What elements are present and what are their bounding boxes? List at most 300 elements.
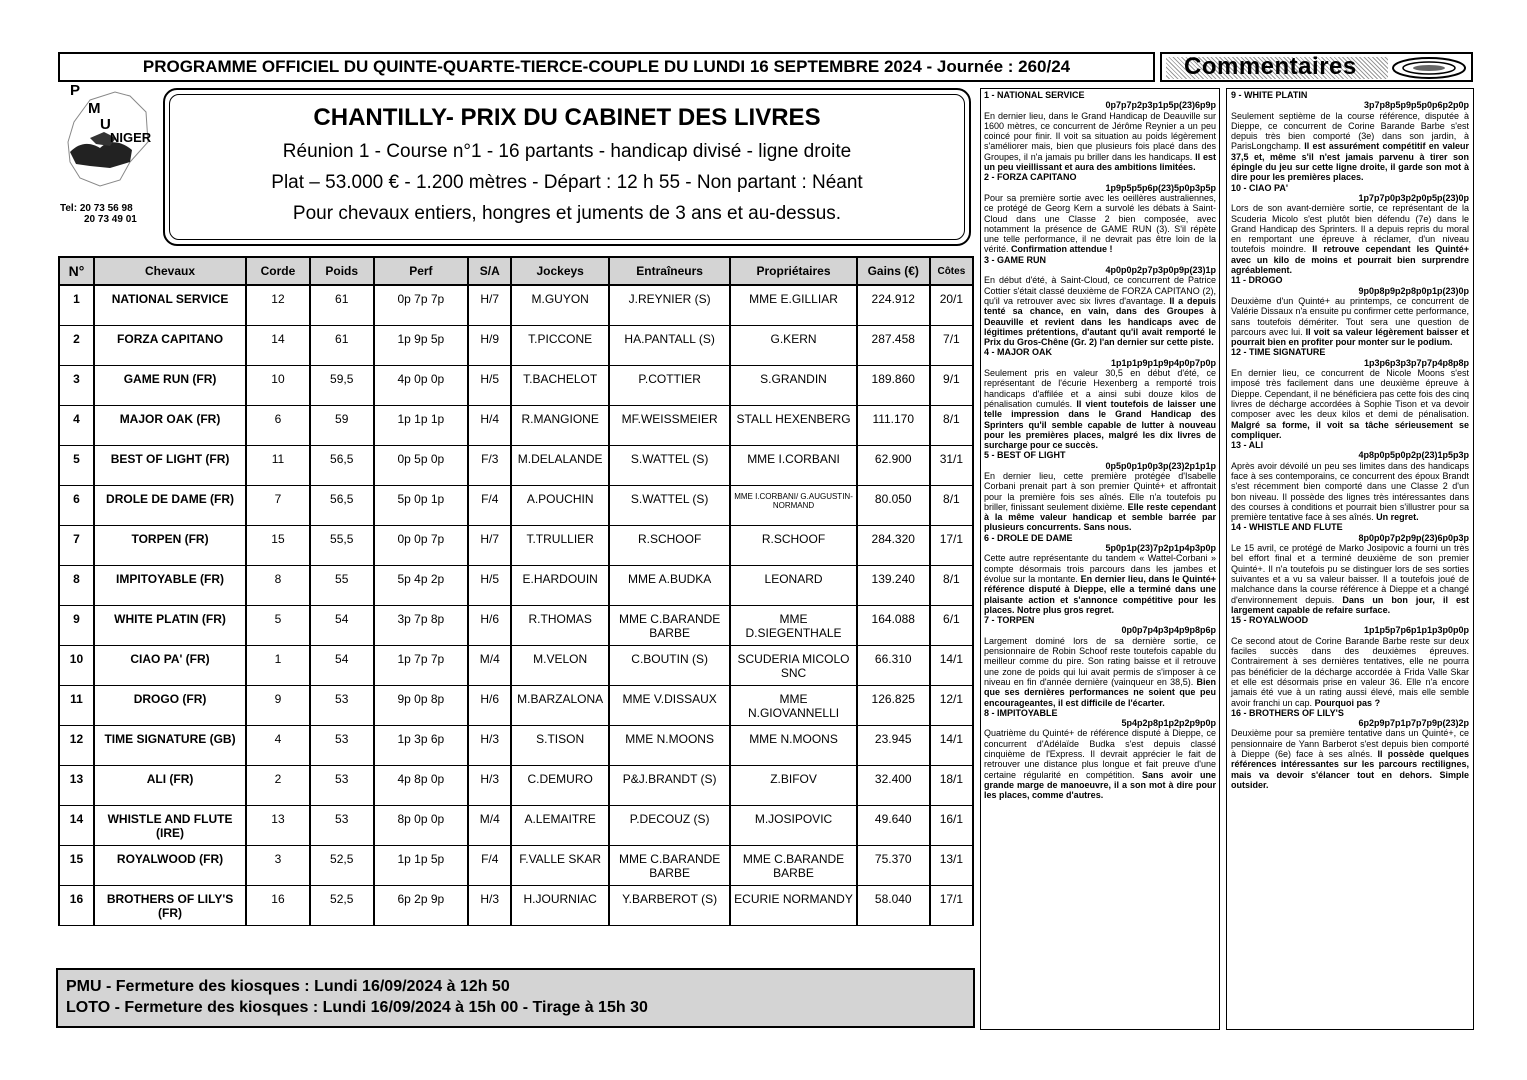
table-cell: R.MANGIONE <box>511 406 609 446</box>
table-cell: 8 <box>246 566 310 606</box>
runner-number: 16 <box>59 886 94 926</box>
horse-name: DROGO (FR) <box>94 686 246 726</box>
column-header: Poids <box>310 257 374 285</box>
comment-body <box>1231 203 1469 275</box>
table-cell: C.BOUTIN (S) <box>609 646 730 686</box>
comments-title: Commentaires <box>1184 53 1357 80</box>
table-cell: 126.825 <box>857 686 930 726</box>
table-cell: H/6 <box>468 686 511 726</box>
table-cell: A.LEMAITRE <box>511 806 609 846</box>
table-cell: 61 <box>310 326 374 366</box>
table-cell: 5 <box>246 606 310 646</box>
table-row <box>59 486 973 526</box>
comment-text: Pour sa première sortie avec les oeillères australiennes, ce protégé de Georg Kern a survolé les débats à Saint-Cloud dans une Classe 2 bien composée, avec notamment la présence de GAME RUN (3). S'il répète une telle performance, il ne devrait pas être loin de la vérité. <box>984 192 1216 255</box>
comment-verdict: Bien que ses dernières performances ne soient que peu encourageantes, il est difficile de l'écarter. <box>984 676 1216 708</box>
table-cell: 56,5 <box>310 446 374 486</box>
program-title: PROGRAMME OFFICIEL DU QUINTE-QUARTE-TIERCE-COUPLE DU LUNDI 16 SEPTEMBRE 2024 - Journée : 260/24 <box>142 57 1071 76</box>
horse-name: MAJOR OAK (FR) <box>94 406 246 446</box>
logo-letter-m: M <box>88 100 101 117</box>
table-cell: M.DELALANDE <box>511 446 609 486</box>
table-row <box>59 806 973 846</box>
race-title: CHANTILLY- PRIX DU CABINET DES LIVRES <box>313 104 821 131</box>
table-cell: 5p 4p 2p <box>374 566 469 606</box>
table-row <box>59 686 973 726</box>
horse-name: ALI (FR) <box>94 766 246 806</box>
runner-number: 13 <box>59 766 94 806</box>
table-row <box>59 766 973 806</box>
logo-letter-u: U <box>100 116 111 133</box>
comment-performances: 5p0p1p(23)7p2p1p4p3p0p <box>1105 543 1216 554</box>
table-cell: 6/1 <box>930 606 973 646</box>
comment-body <box>1231 111 1469 183</box>
table-cell: H/9 <box>468 326 511 366</box>
table-cell: 49.640 <box>857 806 930 846</box>
horse-name: FORZA CAPITANO <box>94 326 246 366</box>
comment-body <box>1231 636 1469 708</box>
column-header: Corde <box>246 257 310 285</box>
comment-body <box>984 553 1216 615</box>
runner-number: 6 <box>59 486 94 526</box>
column-header: Côtes <box>930 257 973 285</box>
comment-entry <box>1231 90 1469 183</box>
runner-number: 14 <box>59 806 94 846</box>
table-cell: 53 <box>310 806 374 846</box>
loto-closing: LOTO - Fermeture des kiosques : Lundi 16/09/2024 à 15h 00 - Tirage à 15h 30 <box>66 999 648 1016</box>
race-line-1: Réunion 1 - Course n°1 - 16 partants - handicap divisé - ligne droite <box>282 141 852 162</box>
comment-entry <box>1231 708 1469 790</box>
column-header: Jockeys <box>511 257 609 285</box>
table-cell: 9 <box>246 686 310 726</box>
comment-body <box>984 636 1216 708</box>
table-cell: H/5 <box>468 366 511 406</box>
table-cell: F/4 <box>468 846 511 886</box>
table-cell: MME A.BUDKA <box>609 566 730 606</box>
table-cell: 54 <box>310 646 374 686</box>
table-cell: 56,5 <box>310 486 374 526</box>
program-title-bar <box>58 52 1155 82</box>
horse-name: ROYALWOOD (FR) <box>94 846 246 886</box>
table-cell: G.KERN <box>730 326 856 366</box>
comment-performances: 1p1p5p7p6p1p1p3p0p0p <box>1363 625 1469 636</box>
table-cell: H/3 <box>468 886 511 926</box>
table-cell: ECURIE NORMANDY <box>730 886 856 926</box>
table-cell: 4 <box>246 726 310 766</box>
comment-entry <box>984 708 1216 801</box>
comment-text: En dernier lieu, dans le Grand Handicap de Deauville sur 1600 mètres, ce concurrent de Jérôme Reynier a un peu coincé pour finir. Il voit sa situation au poids légèrement s'améliorer mais, bien que plusieurs fois placé dans des Groupes, il n'a jamais pu briller dans les handicaps. <box>984 110 1216 162</box>
comment-entry <box>984 172 1216 254</box>
horse-name: WHISTLE AND FLUTE (IRE) <box>94 806 246 846</box>
horse-name: BROTHERS OF LILY'S (FR) <box>94 886 246 926</box>
comment-entry <box>984 533 1216 615</box>
comment-performances: 9p0p8p9p2p8p0p1p(23)0p <box>1358 285 1469 296</box>
comment-heading: 7 - TORPEN <box>984 615 1035 626</box>
runner-number: 5 <box>59 446 94 486</box>
comment-entry <box>984 255 1216 348</box>
table-cell: 31/1 <box>930 446 973 486</box>
logo-letter-p: P <box>70 82 81 99</box>
comment-verdict: Malgré sa forme, il voit sa tâche sérieusement se compliquer. <box>1231 419 1469 440</box>
comment-verdict: Elle reste cependant à la même valeur handicap et semble barrée par plusieurs concurrents. Sans nous. <box>984 501 1216 533</box>
table-cell: 2 <box>246 766 310 806</box>
table-cell: 8/1 <box>930 566 973 606</box>
table-cell: 1p 1p 1p <box>374 406 469 446</box>
table-cell: 111.170 <box>857 406 930 446</box>
horse-name: IMPITOYABLE (FR) <box>94 566 246 606</box>
comment-performances: 3p7p8p5p9p5p0p6p2p0p <box>1363 100 1469 111</box>
table-cell: 12 <box>246 285 310 326</box>
horse-name: CIAO PA' (FR) <box>94 646 246 686</box>
table-cell: P&J.BRANDT (S) <box>609 766 730 806</box>
horse-track-icon <box>1389 56 1469 80</box>
table-cell: HA.PANTALL (S) <box>609 326 730 366</box>
table-cell: M.JOSIPOVIC <box>730 806 856 846</box>
comment-body <box>1231 296 1469 347</box>
table-row <box>59 846 973 886</box>
horse-name: GAME RUN (FR) <box>94 366 246 406</box>
comment-entry <box>1231 275 1469 347</box>
comment-performances: 4p8p0p5p0p2p(23)1p5p3p <box>1358 450 1469 461</box>
table-cell: 54 <box>310 606 374 646</box>
table-cell: 62.900 <box>857 446 930 486</box>
table-cell: 7 <box>246 486 310 526</box>
table-row <box>59 726 973 766</box>
table-cell: 14/1 <box>930 646 973 686</box>
comment-heading: 16 - BROTHERS OF LILY'S <box>1231 707 1344 718</box>
comments-header <box>1160 52 1473 82</box>
table-cell: 1p 3p 6p <box>374 726 469 766</box>
table-cell: 23.945 <box>857 726 930 766</box>
table-cell: 0p 7p 7p <box>374 285 469 326</box>
table-cell: MME I.CORBANI <box>730 446 856 486</box>
table-cell: 59,5 <box>310 366 374 406</box>
table-cell: MME V.DISSAUX <box>609 686 730 726</box>
comment-entry <box>1231 615 1469 708</box>
horse-name: WHITE PLATIN (FR) <box>94 606 246 646</box>
column-header: N° <box>59 257 94 285</box>
comment-heading: 10 - CIAO PA' <box>1231 182 1288 193</box>
table-row <box>59 886 973 926</box>
runner-number: 15 <box>59 846 94 886</box>
table-cell: 53 <box>310 766 374 806</box>
comment-text: En début d'été, à Saint-Cloud, ce concurrent de Patrice Cottier s'était classé deuxième de FORZA CAPITANO (2), qu'il va retrouver avec six livres d'avantage. <box>984 275 1216 306</box>
comment-text: En dernier lieu, cette première protégée d'Isabelle Corbani prenait part à son premier Quinté+ et affrontait pour la première fois ses aînés. Elle n'a toutefois pu briller, finissant seulement dixième. <box>984 470 1216 512</box>
comment-heading: 12 - TIME SIGNATURE <box>1231 347 1326 358</box>
table-cell: MF.WEISSMEIER <box>609 406 730 446</box>
table-cell: T.BACHELOT <box>511 366 609 406</box>
table-body <box>59 285 973 926</box>
closing-times-box <box>56 968 975 1028</box>
runner-number: 1 <box>59 285 94 326</box>
table-cell: S.WATTEL (S) <box>609 446 730 486</box>
table-row <box>59 326 973 366</box>
comment-performances: 1p7p7p0p3p2p0p5p(23)0p <box>1358 192 1469 203</box>
table-cell: MME C.BARANDE BARBE <box>730 846 856 886</box>
comment-performances: 0p7p7p2p3p1p5p(23)6p9p <box>1105 100 1216 111</box>
runner-number: 9 <box>59 606 94 646</box>
comments-column-1 <box>980 88 1220 1030</box>
table-cell: 4p 8p 0p <box>374 766 469 806</box>
runner-number: 11 <box>59 686 94 726</box>
comment-entry <box>984 347 1216 450</box>
table-cell: F/3 <box>468 446 511 486</box>
table-cell: 139.240 <box>857 566 930 606</box>
logo-country: NIGER <box>110 130 152 145</box>
race-info-inner-border <box>169 94 965 240</box>
table-row <box>59 366 973 406</box>
table-cell: 13/1 <box>930 846 973 886</box>
table-cell: 284.320 <box>857 526 930 566</box>
comment-text: Quatrième du Quinté+ de référence disputé à Dieppe, ce concurrent d'Adélaïde Budka s'est depuis classé cinquième de l'Express. Il devrait apprécier le fait de retrouver une distance plus longue et fait preuve d'une certaine régularité en compétition. <box>984 728 1216 780</box>
table-cell: M.VELON <box>511 646 609 686</box>
table-row <box>59 566 973 606</box>
table-cell: A.POUCHIN <box>511 486 609 526</box>
comment-body <box>1231 368 1469 440</box>
table-cell: 52,5 <box>310 886 374 926</box>
table-cell: H/6 <box>468 606 511 646</box>
comment-verdict: En dernier lieu, dans le Quinté+ référence disputé à Dieppe, elle a terminé dans une plaisante action et s'annonce compétitive pour les places. Notre plus gros regret. <box>984 573 1216 615</box>
comment-performances: 8p0p0p7p2p9p(23)6p0p3p <box>1358 532 1469 543</box>
table-cell: 8/1 <box>930 406 973 446</box>
comment-text: Largement dominé lors de sa dernière sortie, ce pensionnaire de Robin Schoof reste toutefois capable du meilleur comme du pire. Son rating baisse et il retrouve une zone de poids qui lui avait permis de s'imposer à ce niveau en fin d'année dernière (vainqueur en 38,5). <box>984 635 1216 687</box>
comment-body <box>984 471 1216 533</box>
comment-text: En dernier lieu, ce concurrent de Nicole Moons s'est imposé très facilement dans une deuxième épreuve à Dieppe. Cependant, il ne bénéficiera pas cette fois des cinq livres de décharge accordées à Sophie Tison et va devoir composer avec les deux kilos et demi de pénalisation. <box>1231 368 1469 420</box>
comment-entry <box>1231 440 1469 522</box>
runner-number: 7 <box>59 526 94 566</box>
table-cell: 53 <box>310 686 374 726</box>
table-cell: Z.BIFOV <box>730 766 856 806</box>
table-cell: 80.050 <box>857 486 930 526</box>
column-header: S/A <box>468 257 511 285</box>
comment-verdict: Il vient toutefois de laisser une telle impression dans le Grand Handicap des Sprinters qu'il semble capable de lutter à nouveau pour les premières places, malgré les dix livres de surcharge pour ce succès. <box>984 398 1216 451</box>
table-cell: T.TRULLIER <box>511 526 609 566</box>
table-cell: 5p 0p 1p <box>374 486 469 526</box>
horse-name: DROLE DE DAME (FR) <box>94 486 246 526</box>
horse-name: TIME SIGNATURE (GB) <box>94 726 246 766</box>
table-cell: LEONARD <box>730 566 856 606</box>
comment-entry <box>984 90 1216 172</box>
table-cell: C.DEMURO <box>511 766 609 806</box>
comment-performances: 5p4p2p8p1p2p2p9p0p <box>1121 718 1216 729</box>
table-cell: 287.458 <box>857 326 930 366</box>
table-cell: MME E.GILLIAR <box>730 285 856 326</box>
table-header-row <box>59 257 973 285</box>
comment-body <box>984 368 1216 450</box>
column-header: Gains (€) <box>857 257 930 285</box>
race-line-3: Pour chevaux entiers, hongres et juments de 3 ans et au-dessus. <box>292 203 842 224</box>
comment-heading: 9 - WHITE PLATIN <box>1231 90 1308 100</box>
comment-heading: 6 - DROLE DE DAME <box>984 532 1073 543</box>
runner-number: 2 <box>59 326 94 366</box>
table-cell: J.REYNIER (S) <box>609 285 730 326</box>
comment-body <box>984 193 1216 255</box>
comment-heading: 4 - MAJOR OAK <box>984 347 1053 358</box>
phone-2: 20 73 49 01 <box>84 214 137 225</box>
table-cell: SCUDERIA MICOLO SNC <box>730 646 856 686</box>
table-cell: 16/1 <box>930 806 973 846</box>
contact-phones <box>60 203 137 225</box>
column-header: Perf <box>374 257 469 285</box>
table-cell: T.PICCONE <box>511 326 609 366</box>
comment-text: Cette autre représentante du tandem « Wattel-Corbani » compte désormais trois parcours dans les jambes et évolue sur la montante. <box>984 553 1216 584</box>
comment-heading: 15 - ROYALWOOD <box>1231 615 1309 626</box>
table-cell: 10 <box>246 366 310 406</box>
horse-name: BEST OF LIGHT (FR) <box>94 446 246 486</box>
table-cell: 18/1 <box>930 766 973 806</box>
table-cell: M/4 <box>468 806 511 846</box>
table-cell: P.COTTIER <box>609 366 730 406</box>
comment-heading: 13 - ALI <box>1231 440 1264 451</box>
table-cell: 8p 0p 0p <box>374 806 469 846</box>
comment-text: Seulement pris en valeur 30,5 en début d'été, ce représentant de l'écurie Hexenberg a remporté trois handicaps d'affilée et a ainsi subi douze kilos de pénalisation cumulés. <box>984 368 1216 409</box>
table-cell: STALL HEXENBERG <box>730 406 856 446</box>
comment-performances: 0p5p0p1p0p3p(23)2p1p1p <box>1105 460 1216 471</box>
comment-verdict: Pourquoi pas ? <box>1314 697 1381 708</box>
table-cell: F.VALLE SKAR <box>511 846 609 886</box>
comment-entry <box>1231 183 1469 276</box>
column-header: Chevaux <box>94 257 246 285</box>
table-cell: 75.370 <box>857 846 930 886</box>
phone-1: Tel: 20 73 56 98 <box>60 203 133 214</box>
table-cell: MME N.MOONS <box>609 726 730 766</box>
comment-body <box>984 111 1216 173</box>
table-cell: 17/1 <box>930 526 973 566</box>
table-cell: 15 <box>246 526 310 566</box>
table-cell: 53 <box>310 726 374 766</box>
table-cell: MME I.CORBANI/ G.AUGUSTIN-NORMAND <box>730 486 856 526</box>
runner-number: 3 <box>59 366 94 406</box>
comment-performances: 1p1p1p9p1p9p4p0p7p0p <box>1110 357 1216 368</box>
comment-body <box>984 728 1216 800</box>
comment-text: Seulement septième de la course référence, disputée à Dieppe, ce concurrent de Corine Barande Barbe s'est depuis très bien comporté (3e) dans son jardin, à ParisLongchamp. <box>1231 110 1469 152</box>
horse-name: TORPEN (FR) <box>94 526 246 566</box>
comment-entry <box>1231 522 1469 615</box>
comment-verdict: Il est un peu vieillissant et aura des ambitions limitées. <box>984 151 1216 173</box>
table-cell: 7/1 <box>930 326 973 366</box>
comment-text: Lors de son avant-dernière sortie, ce représentant de la Scuderia Micolo s'est plutôt bien défendu (7e) dans le Grand Handicap des Sprinters. Il a depuis repris du moral en remportant une épreuve à réclamer, d'un niveau toutefois moindre. <box>1231 203 1469 255</box>
table-cell: 6 <box>246 406 310 446</box>
runner-number: 12 <box>59 726 94 766</box>
table-row <box>59 526 973 566</box>
comment-body <box>1231 728 1469 790</box>
comment-heading: 11 - DROGO <box>1231 275 1283 286</box>
comment-verdict: Un regret. <box>1376 512 1419 523</box>
table-cell: 14/1 <box>930 726 973 766</box>
table-cell: H.JOURNIAC <box>511 886 609 926</box>
table-cell: R.SCHOOF <box>730 526 856 566</box>
comment-text: Après avoir dévoilé un peu ses limites dans des handicaps face à ses contemporains, ce concurrent des époux Brandt s'est récemment bien comporté dans une Classe 2 d'un bon niveau. Il possède des lignes très intéressantes dans des courses à conditions et pourrait bien s'illustrer pour sa première tentative face à ses aînés. <box>1231 460 1469 523</box>
table-cell: 20/1 <box>930 285 973 326</box>
table-cell: 9/1 <box>930 366 973 406</box>
table-cell: 164.088 <box>857 606 930 646</box>
table-cell: 4p 0p 0p <box>374 366 469 406</box>
table-cell: 55,5 <box>310 526 374 566</box>
comment-body <box>1231 543 1469 615</box>
table-cell: Y.BARBEROT (S) <box>609 886 730 926</box>
table-cell: 1p 9p 5p <box>374 326 469 366</box>
table-cell: 224.912 <box>857 285 930 326</box>
table-row <box>59 446 973 486</box>
table-cell: P.DECOUZ (S) <box>609 806 730 846</box>
table-cell: R.SCHOOF <box>609 526 730 566</box>
table-cell: H/7 <box>468 285 511 326</box>
table-cell: 52,5 <box>310 846 374 886</box>
comment-performances: 1p9p5p5p6p(23)5p0p3p5p <box>1105 182 1216 193</box>
table-cell: M.BARZALONA <box>511 686 609 726</box>
horse-name: NATIONAL SERVICE <box>94 285 246 326</box>
comment-entry <box>984 450 1216 532</box>
comment-verdict: Il possède quelques références intéressantes sur les parcours rectilignes, mais va devoir s'élancer tout en dehors. Simple outsider. <box>1231 749 1469 790</box>
pmu-closing: PMU - Fermeture des kiosques : Lundi 16/09/2024 à 12h 50 <box>66 978 510 995</box>
table-cell: 6p 2p 9p <box>374 886 469 926</box>
comment-text: Deuxième pour sa première tentative dans un Quinté+, ce pensionnaire de Yann Barberot s'est depuis bien comporté à Dieppe (6e) face à ses aînés. <box>1231 728 1469 759</box>
comment-performances: 6p2p9p7p1p7p7p9p(23)2p <box>1358 718 1469 729</box>
table-cell: 17/1 <box>930 886 973 926</box>
runner-number: 10 <box>59 646 94 686</box>
comment-verdict: Il est assurément compétitif en valeur 37,5 et, même s'il n'est jamais parvenu à tirer son épingle du jeu sur cette ligne droite, il garde son mot à dire pour les premières places. <box>1231 141 1469 183</box>
comment-heading: 8 - IMPITOYABLE <box>984 707 1058 718</box>
table-cell: 11 <box>246 446 310 486</box>
table-cell: 3 <box>246 846 310 886</box>
table-cell: MME D.SIEGENTHALE <box>730 606 856 646</box>
table-cell: H/3 <box>468 766 511 806</box>
table-cell: 0p 0p 7p <box>374 526 469 566</box>
comments-column-2 <box>1226 88 1474 1030</box>
table-cell: 13 <box>246 806 310 846</box>
table-cell: E.HARDOUIN <box>511 566 609 606</box>
comment-text: Ce second atout de Corine Barande Barbe reste sur deux faciles succès dans des deuxièmes épreuves. Contrairement à ses dernières tentatives, elle ne pourra pas bénéficier de la décharge accordée à Frida Valle Skar et elle est désormais prise en valeur 36. Elle n'a encore jamais été vue à un rating aussi élevé, mais elle semble avoir franchi un cap. <box>1231 635 1469 708</box>
table-row <box>59 646 973 686</box>
table-cell: 61 <box>310 285 374 326</box>
comment-performances: 4p0p0p2p7p3p0p9p(23)1p <box>1105 265 1216 276</box>
runner-number: 4 <box>59 406 94 446</box>
table-cell: 32.400 <box>857 766 930 806</box>
comment-heading: 14 - WHISTLE AND FLUTE <box>1231 522 1343 533</box>
table-cell: 8/1 <box>930 486 973 526</box>
comment-verdict: Il a depuis tenté sa chance, en vain, dans des Groupes à Deauville et revient dans les handicaps avec de légitimes prétentions, d'autant qu'il avait remporté le Prix du Gros-Chêne (Gr. 2) l'an dernier sur cette piste. <box>984 295 1216 348</box>
table-cell: 55 <box>310 566 374 606</box>
table-cell: 12/1 <box>930 686 973 726</box>
table-cell: 0p 5p 0p <box>374 446 469 486</box>
comment-body <box>984 275 1216 347</box>
table-cell: 3p 7p 8p <box>374 606 469 646</box>
runner-number: 8 <box>59 566 94 606</box>
table-row <box>59 285 973 326</box>
runners-table <box>58 256 974 926</box>
table-cell: 189.860 <box>857 366 930 406</box>
table-cell: 1p 1p 5p <box>374 846 469 886</box>
comment-entry <box>984 615 1216 708</box>
comment-heading: 3 - GAME RUN <box>984 254 1047 265</box>
comment-text: Le 15 avril, ce protégé de Marko Josipovic a fourni un très bel effort final et a terminé deuxième de son premier Quinté+. Il n'a toutefois pu se distinguer lors de ses sorties suivantes et a vu sa valeur baisser. Il a toutefois joué de malchance dans la course référence à Dieppe et a changé d'environnement depuis. <box>1231 543 1469 605</box>
table-cell: 58.040 <box>857 886 930 926</box>
table-cell: 59 <box>310 406 374 446</box>
table-cell: 16 <box>246 886 310 926</box>
table-row <box>59 406 973 446</box>
table-cell: MME C.BARANDE BARBE <box>609 606 730 646</box>
comment-heading: 5 - BEST OF LIGHT <box>984 450 1066 461</box>
comment-verdict: Sans avoir une grande marge de manoeuvre, il a son mot à dire pour les places, comme d'autres. <box>984 769 1216 801</box>
comment-performances: 1p3p6p3p3p7p7p4p8p8p <box>1363 357 1469 368</box>
table-cell: 1 <box>246 646 310 686</box>
comment-performances: 0p0p7p4p3p4p9p8p6p <box>1121 625 1216 636</box>
table-cell: MME N.MOONS <box>730 726 856 766</box>
table-cell: MME N.GIOVANNELLI <box>730 686 856 726</box>
comment-verdict: Confirmation attendue ! <box>1011 244 1113 255</box>
table-row <box>59 606 973 646</box>
table-cell: H/7 <box>468 526 511 566</box>
race-info-box <box>163 88 971 246</box>
table-cell: H/4 <box>468 406 511 446</box>
